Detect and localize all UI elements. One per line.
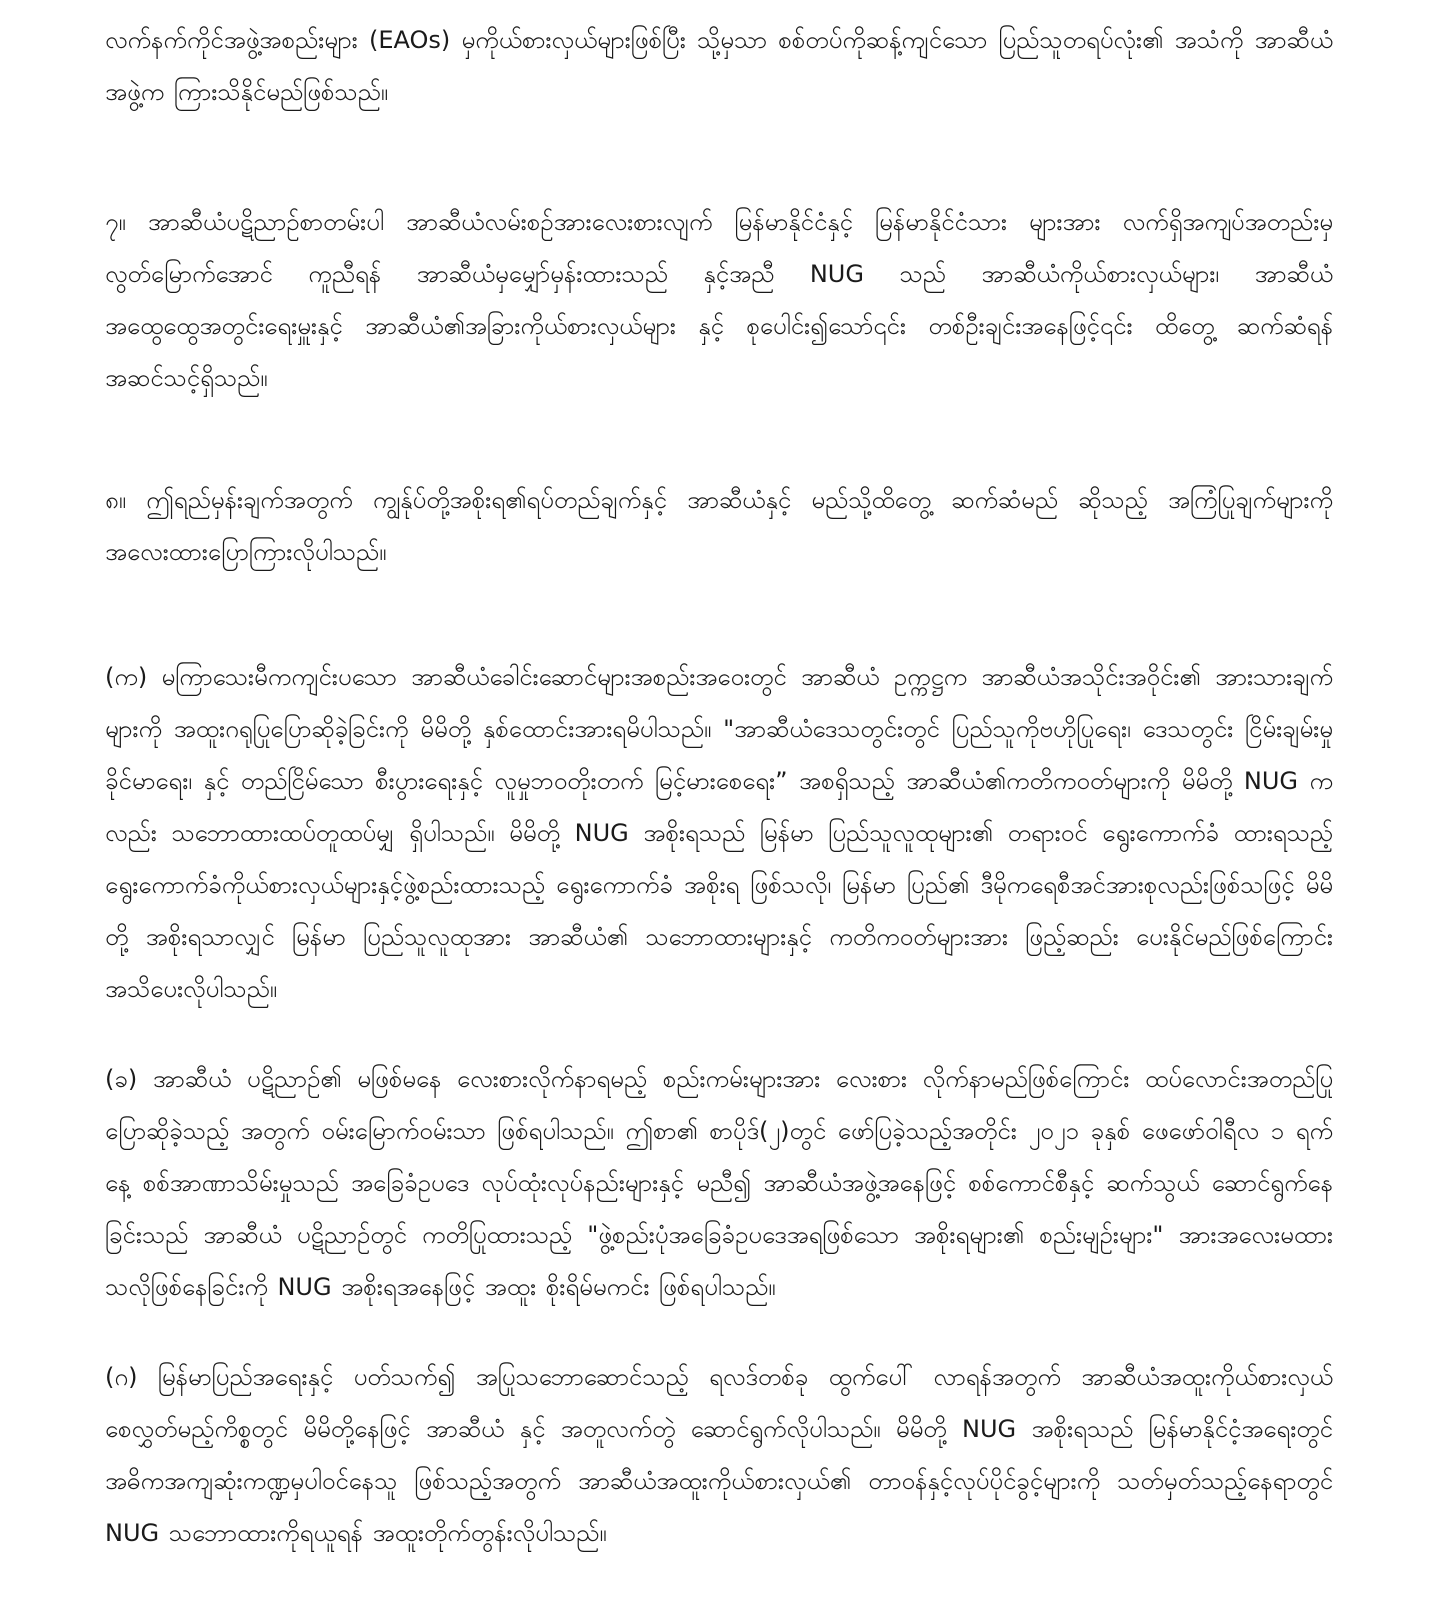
paragraph-8-kha: (ခ) အာဆီယံ ပဋိညာဉ်၏ မဖြစ်မနေ လေးစားလိုက်နာရမည့် စည်းကမ်းများအား လေးစား လိုက်နာမည်ဖြစ်ကြောင်း ထပ်လောင်းအတည်ပြုပြောဆိုခဲ့သည့် အတွက် ဝမ်းမြောက်ဝမ်းသာ ဖြစ်ရပါသည်။ ဤစာ၏ စာပိုဒ်(၂)တွင် ဖော်ပြခဲ့သည့်အတိုင်း ၂၀၂၁ ခုနှစ် ဖေဖော်ဝါရီလ ၁ ရက်နေ့ စစ်အာဏာသိမ်းမှုသည် အခြေခံဥပဒေ လုပ်ထုံးလုပ်နည်းများနှင့် မညီ၍ အာဆီယံအဖွဲ့အနေဖြင့် စစ်ကောင်စီနှင့် ဆက်သွယ် ဆောင်ရွက်နေခြင်းသည် အာဆီယံ ပဋိညာဉ်တွင် ကတိပြုထားသည့် "ဖွဲ့စည်းပုံအခြေခံဥပဒေအရဖြစ်သော အစိုးရများ၏ စည်းမျဉ်းများ" အားအလေးမထားသလိုဖြစ်နေခြင်းကို NUG အစိုးရအနေဖြင့် အထူး စိုးရိမ်မကင်း ဖြစ်ရပါသည်။: [105, 1065, 1333, 1301]
paragraph-8-ka: (က) မကြာသေးမီကကျင်းပသော အာဆီယံခေါင်းဆောင်များအစည်းအဝေးတွင် အာဆီယံ ဥက္ကဋ္ဌက အာဆီယံအသိုင်းအဝိုင်း၏ အားသားချက်များကို အထူးဂရုပြုပြောဆိုခဲ့ခြင်းကို မိမိတို့ နှစ်ထောင်းအားရမိပါသည်။ "အာဆီယံဒေသတွင်းတွင် ပြည်သူကိုဗဟိုပြုရေး၊ ဒေသတွင်း ငြိမ်းချမ်းမှုခိုင်မာရေး၊ နှင့် တည်ငြိမ်သော စီးပွားရေးနှင့် လူမှုဘဝတိုးတက် မြင့်မားစေရေး” အစရှိသည့် အာဆီယံ၏ကတိကဝတ်များကို မိမိတို့ NUG ကလည်း သဘောထားထပ်တူထပ်မျှ ရှိပါသည်။ မိမိတို့ NUG အစိုးရသည် မြန်မာ ပြည်သူလူထုများ၏ တရားဝင် ရွေးကောက်ခံ ထားရသည့် ရွေးကောက်ခံကိုယ်စားလှယ်များနှင့်ဖွဲ့စည်းထားသည့် ရွေးကောက်ခံ အစိုးရ ဖြစ်သလို၊ မြန်မာ ပြည်၏ ဒီမိုကရေစီအင်အားစုလည်းဖြစ်သဖြင့် မိမိတို့ အစိုးရသာလျှင် မြန်မာ ပြည်သူလူထုအား အာဆီယံ၏ သဘောထားများနှင့် ကတိကဝတ်များအား ဖြည့်ဆည်း ပေးနိုင်မည်ဖြစ်ကြောင်း အသိပေးလိုပါသည်။: [105, 663, 1333, 1003]
paragraph-7: ၇။ အာဆီယံပဋိညာဉ်စာတမ်းပါ အာဆီယံလမ်းစဉ်အားလေးစားလျက် မြန်မာနိုင်ငံနှင့် မြန်မာနိုင်ငံသား များအား လက်ရှိအကျပ်အတည်းမှလွတ်မြောက်အောင် ကူညီရန် အာဆီယံမှမျှော်မှန်းထားသည် နှင့်အညီ NUG သည် အာဆီယံကိုယ်စားလှယ်များ၊ အာဆီယံ အထွေထွေအတွင်းရေးမှူးနှင့် အာဆီယံ၏အခြားကိုယ်စားလှယ်များ နှင့် စုပေါင်း၍သော်၎င်း တစ်ဦးချင်းအနေဖြင့်၎င်း ထိတွေ့ ဆက်ဆံရန်အဆင်သင့်ရှိသည်။: [105, 208, 1333, 392]
paragraph-8-ga: (ဂ) မြန်မာပြည်အရေးနှင့် ပတ်သက်၍ အပြုသဘောဆောင်သည့် ရလဒ်တစ်ခု ထွက်ပေါ် လာရန်အတွက် အာဆီယံအထူးကိုယ်စားလှယ် စေလွှတ်မည့်ကိစ္စတွင် မိမိတို့နေဖြင့် အာဆီယံ နှင့် အတူလက်တွဲ ဆောင်ရွက်လိုပါသည်။ မိမိတို့ NUG အစိုးရသည် မြန်မာနိုင်ငံ့အရေးတွင် အဓိကအကျဆုံးကဏ္ဍမှပါဝင်နေသူ ဖြစ်သည့်အတွက် အာဆီယံအထူးကိုယ်စားလှယ်၏ တာဝန်နှင့်လုပ်ပိုင်ခွင့်များကို သတ်မှတ်သည့်နေရာတွင် NUG သဘောထားကိုရယူရန် အထူးတိုက်တွန်းလိုပါသည်။: [105, 1363, 1333, 1547]
paragraph-intro: လက်နက်ကိုင်အဖွဲ့အစည်းများ (EAOs) မှကိုယ်စားလှယ်များဖြစ်ပြီး သို့မှသာ စစ်တပ်ကိုဆန့်ကျင်သော ပြည်သူတရပ်လုံး၏ အသံကို အာဆီယံအဖွဲ့က ကြားသိနိုင်မည်ဖြစ်သည်။: [105, 26, 1333, 106]
document-page: [105, 0, 1333, 1622]
paragraph-8: ၈။ ဤရည်မှန်းချက်အတွက် ကျွန်ုပ်တို့အစိုးရ၏ရပ်တည်ချက်နှင့် အာဆီယံနှင့် မည်သို့ထိတွေ့ ဆက်ဆံမည် ဆိုသည့် အကြံပြုချက်များကို အလေးထားပြောကြားလိုပါသည်။: [105, 486, 1333, 566]
